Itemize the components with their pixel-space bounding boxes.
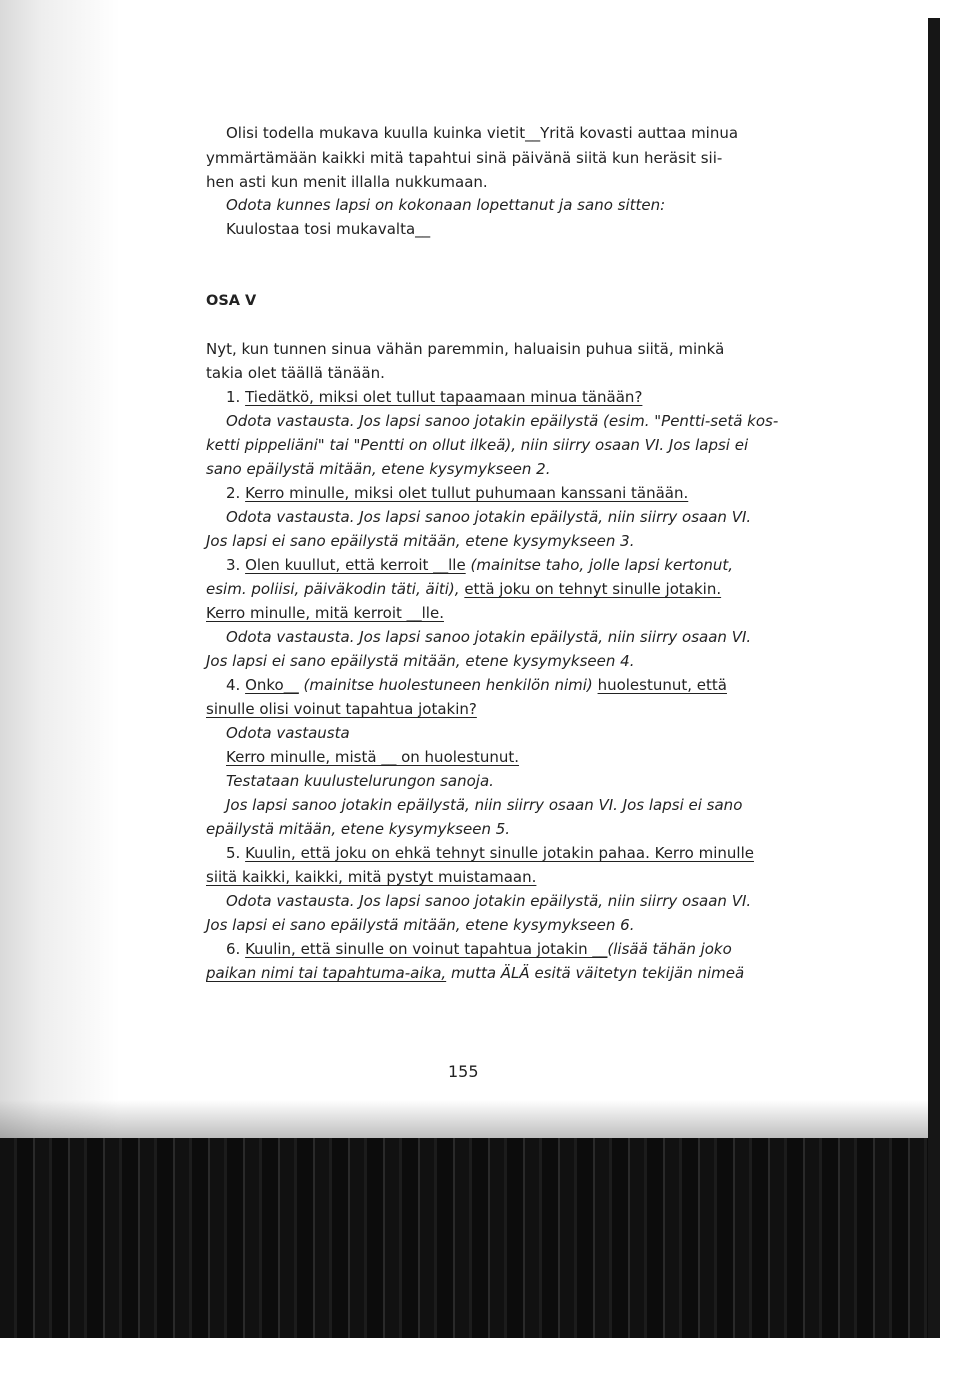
section-title: OSA V — [206, 293, 257, 309]
question-4-instruction-1: Odota vastausta — [226, 724, 350, 742]
question-1-instruction-2: ketti pippeliäni" tai "Pentti on ollut ilkeä), niin siirry osaan VI. Jos lapsi ei — [206, 436, 749, 454]
question-6-note-a: (lisää tähän joko — [607, 940, 732, 958]
question-3-note-b: esim. poliisi, päiväkodin täti, äiti), — [206, 580, 460, 598]
question-2-instruction-1: Odota vastausta. Jos lapsi sanoo jotakin epäilystä, niin siirry osaan VI. — [226, 508, 752, 526]
question-2-text: Kerro minulle, miksi olet tullut puhumaan kanssani tänään. — [245, 484, 689, 502]
question-3-number: 3. — [226, 556, 246, 574]
question-4-number: 4. — [226, 676, 246, 694]
question-4-text-a: Onko__ — [245, 676, 299, 694]
question-4-instruction-4: epäilystä mitään, etene kysymykseen 5. — [206, 820, 511, 838]
question-4-text-d: Kerro minulle, mistä __ on huolestunut. — [226, 748, 520, 766]
question-4-text-b: huolestunut, että — [597, 676, 727, 694]
question-5-number: 5. — [226, 844, 246, 862]
intro-line-3: hen asti kun menit illalla nukkumaan. — [206, 173, 488, 191]
question-2-instruction-2: Jos lapsi ei sano epäilystä mitään, etene kysymykseen 3. — [206, 532, 635, 550]
question-6-note-c: mutta ÄLÄ esitä väitetyn tekijän nimeä — [450, 964, 745, 982]
question-4-line-2 — [206, 699, 477, 719]
question-1 — [226, 387, 642, 407]
question-5 — [226, 843, 754, 863]
question-1-instruction-3: sano epäilystä mitään, etene kysymykseen 2. — [206, 460, 551, 478]
question-4-instruction-3: Jos lapsi sanoo jotakin epäilystä, niin siirry osaan VI. Jos lapsi ei sano — [226, 796, 743, 814]
intro-line-5: Kuulostaa tosi mukavalta__ — [226, 220, 431, 238]
intro-line-2: ymmärtämään kaikki mitä tapahtui sinä päivänä siitä kun heräsit sii- — [206, 149, 723, 167]
question-3 — [226, 555, 733, 575]
body-paragraph-line-2: takia olet täällä tänään. — [206, 364, 385, 382]
question-5-instruction-2: Jos lapsi ei sano epäilystä mitään, etene kysymykseen 6. — [206, 916, 635, 934]
question-2 — [226, 483, 688, 503]
question-2-number: 2. — [226, 484, 246, 502]
question-3-note-a: (mainitse taho, jolle lapsi kertonut, — [470, 556, 734, 574]
question-6-note-b: paikan nimi tai tapahtuma-aika, — [206, 964, 447, 982]
intro-line-1: Olisi todella mukava kuulla kuinka vietit__Yritä kovasti auttaa minua — [226, 124, 739, 142]
body-paragraph-line-1: Nyt, kun tunnen sinua vähän paremmin, haluaisin puhua siitä, minkä — [206, 340, 725, 358]
question-1-text: Tiedätkö, miksi olet tullut tapaamaan minua tänään? — [245, 388, 643, 406]
question-3-text-b: että joku on tehnyt sinulle jotakin. — [464, 580, 722, 598]
question-4 — [226, 675, 727, 695]
question-1-number: 1. — [226, 388, 246, 406]
question-6-text-a: Kuulin, että sinulle on voinut tapahtua jotakin __ — [245, 940, 608, 958]
question-5-instruction-1: Odota vastausta. Jos lapsi sanoo jotakin epäilystä, niin siirry osaan VI. — [226, 892, 752, 910]
question-6-number: 6. — [226, 940, 246, 958]
question-6-line-2 — [206, 963, 744, 983]
intro-instruction: Odota kunnes lapsi on kokonaan lopettanut ja sano sitten: — [226, 196, 666, 214]
question-4-instruction-2: Testataan kuulustelurungon sanoja. — [226, 772, 494, 790]
question-4-line-4 — [226, 747, 519, 767]
question-1-instruction-1: Odota vastausta. Jos lapsi sanoo jotakin epäilystä (esim. "Pentti-setä kos- — [226, 412, 779, 430]
page-number: 155 — [448, 1062, 479, 1081]
question-3-line-2 — [206, 579, 721, 599]
question-3-text-a: Olen kuullut, että kerroit __lle — [245, 556, 466, 574]
question-3-line-3 — [206, 603, 444, 623]
question-4-note: (mainitse huolestuneen henkilön nimi) — [303, 676, 593, 694]
question-3-instruction-2: Jos lapsi ei sano epäilystä mitään, etene kysymykseen 4. — [206, 652, 635, 670]
question-6 — [226, 939, 732, 959]
question-4-text-c: sinulle olisi voinut tapahtua jotakin? — [206, 700, 477, 718]
question-5-line-2 — [206, 867, 536, 887]
question-3-instruction-1: Odota vastausta. Jos lapsi sanoo jotakin epäilystä, niin siirry osaan VI. — [226, 628, 752, 646]
question-5-text-a: Kuulin, että joku on ehkä tehnyt sinulle jotakin pahaa. Kerro minulle — [245, 844, 754, 862]
question-5-text-b: siitä kaikki, kaikki, mitä pystyt muistamaan. — [206, 868, 537, 886]
question-3-text-c: Kerro minulle, mitä kerroit __lle. — [206, 604, 444, 622]
